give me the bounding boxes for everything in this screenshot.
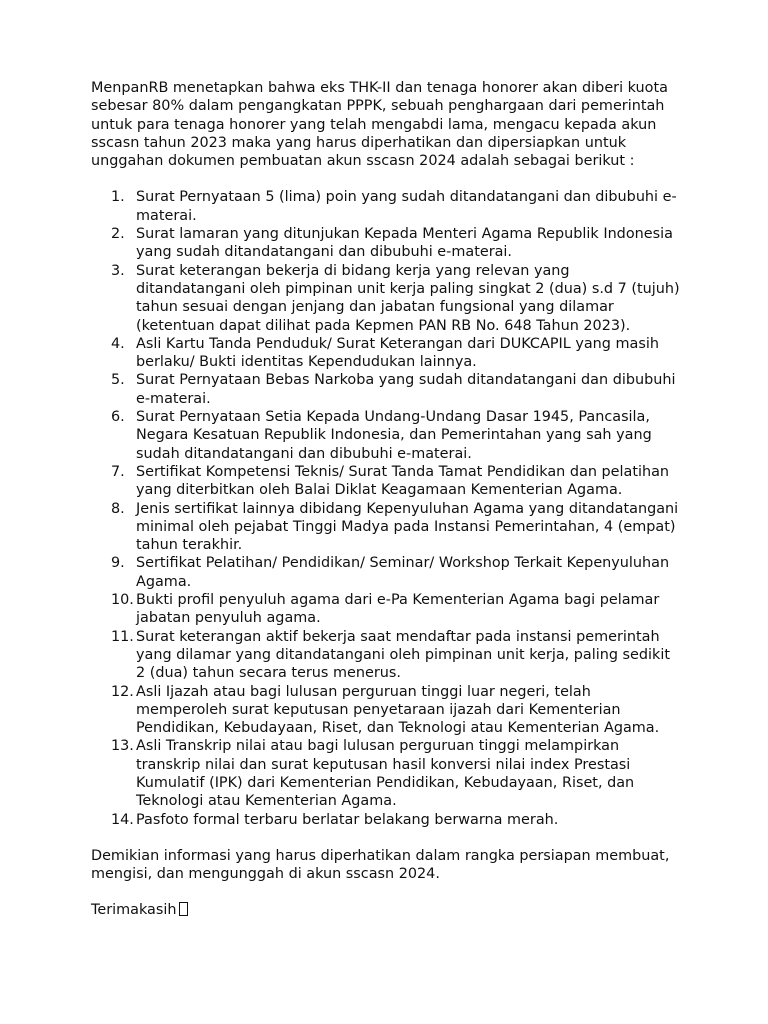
list-item bbox=[91, 335, 681, 372]
requirements-list bbox=[91, 188, 681, 828]
list-item-number: 11. bbox=[111, 628, 134, 645]
list-item bbox=[91, 188, 681, 225]
list-item bbox=[91, 554, 681, 591]
list-item bbox=[91, 737, 681, 810]
document-page bbox=[91, 79, 681, 920]
list-item-number: 8. bbox=[111, 500, 125, 517]
list-item-number: 6. bbox=[111, 409, 125, 426]
list-item-number: 9. bbox=[111, 555, 125, 572]
list-item-text: Surat Pernyataan Bebas Narkoba yang sudah ditandatangani dan dibubuhi e-materai. bbox=[136, 372, 676, 407]
list-item bbox=[91, 225, 681, 262]
intro-paragraph: MenpanRB menetapkan bahwa eks THK-II dan tenaga honorer akan diberi kuota sebesar 80% dalam pengangkatan PPPK, sebuah penghargaan dari pemerintah untuk para tenaga honorer yang telah mengabdi lama, mengacu kepada akun sscasn tahun 2023 maka yang harus diperhatikan dan dipersiapkan untuk unggahan dokumen pembuatan akun sscasn 2024 adalah sebagai berikut : bbox=[91, 80, 668, 170]
list-item bbox=[91, 500, 681, 555]
list-item bbox=[91, 463, 681, 500]
list-item-number: 4. bbox=[111, 335, 125, 352]
list-item bbox=[91, 811, 681, 829]
list-item-text: Jenis sertifikat lainnya dibidang Kepenyuluhan Agama yang ditandatangani minimal oleh pejabat Tinggi Madya pada Instansi Pemerintahan, 4 (empat) tahun terakhir. bbox=[136, 500, 679, 554]
list-item-number: 12. bbox=[111, 683, 134, 700]
list-item bbox=[91, 591, 681, 628]
list-item-number: 13. bbox=[111, 738, 134, 755]
list-item bbox=[91, 408, 681, 463]
list-item-text: Sertifikat Kompetensi Teknis/ Surat Tanda Tamat Pendidikan dan pelatihan yang diterbitkan oleh Balai Diklat Keagamaan Kementerian Agama. bbox=[136, 463, 670, 499]
signoff-line bbox=[91, 901, 681, 919]
list-item-number: 14. bbox=[111, 811, 134, 828]
list-item-number: 1. bbox=[111, 189, 125, 206]
closing-paragraph: Demikian informasi yang harus diperhatikan dalam rangka persiapan membuat, mengisi, dan mengunggah di akun sscasn 2024. bbox=[91, 847, 670, 883]
list-item-number: 3. bbox=[111, 262, 125, 279]
list-item-text: Asli Transkrip nilai atau bagi lulusan perguruan tinggi melampirkan transkrip nilai dan surat keputusan hasil konversi nilai index Prestasi Kumulatif (IPK) dari Kementerian Pendidikan, Kebudayaan, Riset, dan Teknologi atau Kementerian Agama. bbox=[136, 738, 635, 810]
list-item bbox=[91, 628, 681, 683]
list-item-number: 5. bbox=[111, 372, 125, 389]
list-item-text: Surat lamaran yang ditunjukan Kepada Menteri Agama Republik Indonesia yang sudah ditandatangani dan dibubuhi e-materai. bbox=[136, 226, 673, 261]
list-item-text: Surat Pernyataan 5 (lima) poin yang sudah ditandatangani dan dibubuhi e-materai. bbox=[136, 189, 677, 224]
list-item-text: Surat Pernyataan Setia Kepada Undang-Undang Dasar 1945, Pancasila, Negara Kesatuan Republik Indonesia, dan Pemerintahan yang sah yang sudah ditandatangani dan dibubuhi e-materai. bbox=[136, 409, 652, 462]
list-item-number: 2. bbox=[111, 226, 125, 243]
list-item-text: Asli Ijazah atau bagi lulusan perguruan tinggi luar negeri, telah memperoleh surat keputusan penyetaraan ijazah dari Kementerian Pendidikan, Kebudayaan, Riset, dan Teknologi atau Kementerian Agama. bbox=[136, 683, 660, 737]
list-item-text: Surat keterangan bekerja di bidang kerja yang relevan yang ditandatangani oleh pimpinan unit kerja paling singkat 2 (dua) s.d 7 (tujuh) tahun sesuai dengan jenjang dan jabatan fungsional yang dilamar (ketentuan dapat dilihat pada Kepmen PAN RB No. 648 Tahun 2023). bbox=[136, 262, 680, 334]
list-item-text: Pasfoto formal terbaru berlatar belakang berwarna merah. bbox=[136, 811, 559, 828]
list-item-text: Asli Kartu Tanda Penduduk/ Surat Keterangan dari DUKCAPIL yang masih berlaku/ Bukti identitas Kependudukan lainnya. bbox=[136, 335, 659, 371]
list-item-number: 7. bbox=[111, 463, 125, 480]
list-item bbox=[91, 683, 681, 738]
list-item-text: Bukti profil penyuluh agama dari e-Pa Kementerian Agama bagi pelamar jabatan penyuluh agama. bbox=[136, 592, 660, 627]
list-item-text: Surat keterangan aktif bekerja saat mendaftar pada instansi pemerintah yang dilamar yang ditandatangani oleh pimpinan unit kerja, paling sedikit 2 (dua) tahun secara terus menerus. bbox=[136, 628, 671, 682]
list-item-text: Sertifikat Pelatihan/ Pendidikan/ Seminar/ Workshop Terkait Kepenyuluhan Agama. bbox=[136, 555, 670, 590]
list-item-number: 10. bbox=[111, 592, 134, 609]
missing-glyph-icon bbox=[179, 902, 188, 916]
signoff-text: Terimakasih bbox=[91, 902, 177, 919]
list-item bbox=[91, 262, 681, 335]
list-item bbox=[91, 371, 681, 408]
